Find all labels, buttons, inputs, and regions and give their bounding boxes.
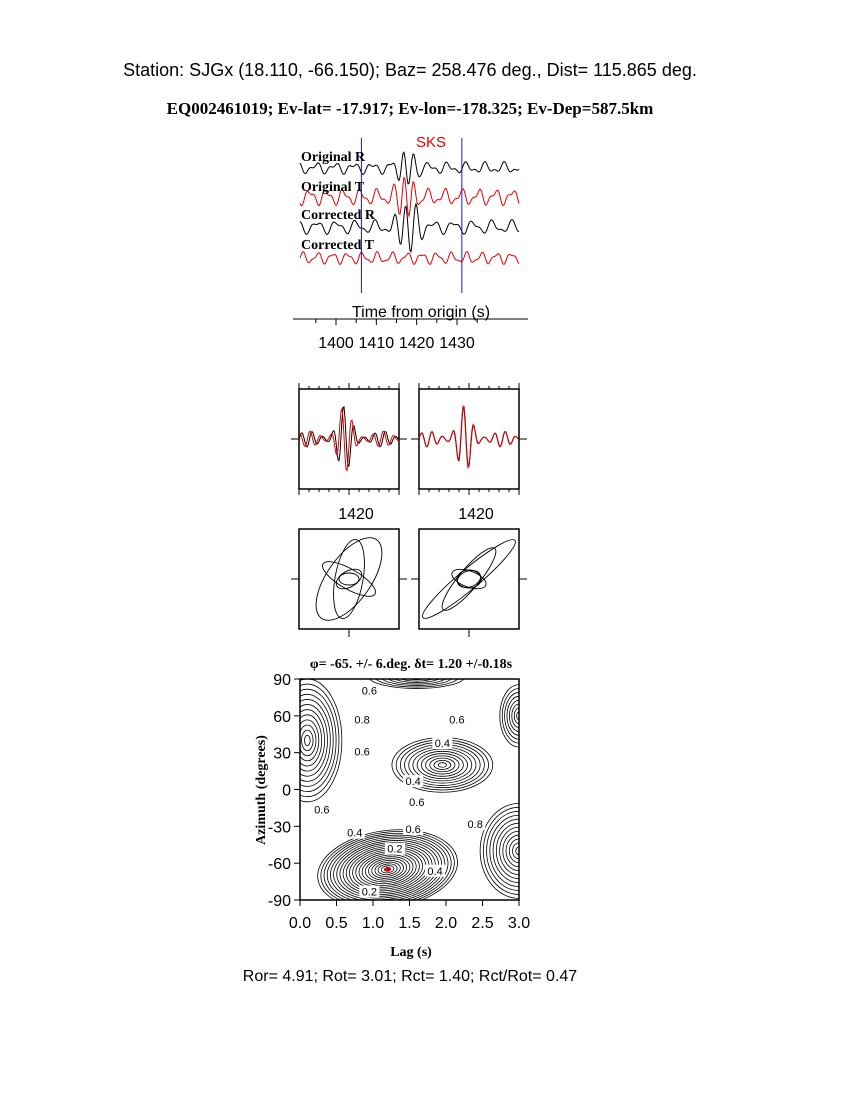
contour-label: 0.6 [314,804,330,817]
particle-motion-loop [436,542,503,616]
particle-motion-loop [417,533,522,625]
azimuth-axis-ticks [268,672,300,910]
particle-motion-loop [333,565,365,593]
contour-label: 0.6 [409,797,425,810]
contour-left-family [302,730,314,750]
contour-left-family [284,699,330,781]
contour-label: 0.8 [354,714,370,727]
lag-axis-label: Lag (s) [390,945,432,960]
time-tick-label: 1410 [358,335,395,352]
contour-label: 0.6 [449,714,465,727]
trace-label-corrected-r: Corrected R [301,208,375,223]
waveform-red [299,409,399,470]
contour-left-family [276,684,339,797]
contour-upper-family [434,760,451,769]
lag-tick-label: 1.0 [361,915,385,932]
waveform-black [299,407,399,466]
contour-left-family [304,735,310,745]
contour-upper-family [417,751,467,778]
waveform-red [419,407,519,468]
particle-box-after [419,529,519,629]
event-info: EQ002461019; Ev-lat= -17.917; Ev-lon=-178.325; Ev-Dep=587.5km [166,99,654,118]
waveform-comparison-panel [291,383,527,523]
contour-label: 0.4 [347,827,363,840]
particle-motion-panel [291,527,527,637]
result-title: φ= -65. +/- 6.deg. δt= 1.20 +/-0.18s [309,657,513,672]
contour-label: 0.2 [387,843,403,856]
best-fit-marker [385,867,390,872]
lag-tick-label: 2.5 [471,915,494,932]
waveform-traces-after [411,383,527,495]
azimuth-tick-label: 0 [282,782,291,800]
contour-label: 0.4 [427,865,443,878]
particle-motion-loop [449,565,488,592]
contour-label: 0.4 [405,776,421,789]
contour-label: 0.4 [434,738,450,751]
particle-motion-loop [455,567,483,590]
azimuth-tick-label: 30 [273,745,291,763]
contour-upper-family [438,763,446,768]
phase-label: SKS [415,134,447,151]
trace-label-original-r: Original R [301,150,366,165]
contour-labels [312,684,485,898]
contour-label: 0.6 [361,685,377,698]
trace-corrected-t [300,252,519,265]
contour-top-family [411,675,423,678]
azimuth-tick-label: 60 [273,708,291,726]
particle-motion-loop [318,555,380,602]
particle-motion-loop [328,537,369,621]
waveform-tick-label-before: 1420 [338,506,374,523]
contour-label: 0.6 [354,746,370,759]
lag-tick-label: 3.0 [507,915,531,932]
ratio-summary: Ror= 4.91; Rot= 3.01; Rct= 1.40; Rct/Rot= 0.47 [242,968,578,985]
azimuth-tick-label: 90 [273,672,291,689]
particle-motion-loop [339,573,359,585]
seismogram-traces-panel [293,134,528,352]
particle-motion-after [411,533,527,637]
lag-tick-label: 1.5 [398,915,421,932]
lag-axis-ticks [289,900,530,932]
station-info: Station: SJGx (18.110, -66.150); Baz= 258.476 deg., Dist= 115.865 deg. [123,60,697,80]
contour-label: 0.8 [467,819,483,832]
contour-left-family [290,710,325,771]
contour-lines [273,665,558,918]
particle-box-before [299,529,399,629]
lag-tick-label: 2.0 [434,915,458,932]
lag-tick-label: 0.0 [288,915,312,932]
time-axis-label: Time from origin (s) [351,304,491,321]
azimuth-tick-label: -60 [267,856,291,874]
contour-left-family [293,715,322,766]
time-tick-label: 1420 [398,335,435,352]
time-tick-label: 1430 [439,335,475,352]
lag-tick-label: 0.5 [325,915,348,932]
waveform-traces-before [291,383,407,495]
contour-label: 0.2 [361,886,377,899]
particle-motion-loop [457,570,481,588]
contour-upper-family [421,754,463,777]
trace-label-corrected-t: Corrected T [301,238,374,253]
particle-motion-before [291,527,407,637]
azimuth-tick-label: -90 [267,893,291,910]
waveform-tick-label-after: 1420 [458,506,494,523]
grid-search-panel [254,657,558,960]
contour-label: 0.6 [405,824,421,837]
contour-upper-family [426,756,460,774]
time-tick-label: 1400 [318,335,354,352]
contour-left-family [296,720,319,761]
azimuth-tick-label: -30 [267,819,291,837]
trace-label-original-t: Original T [301,180,365,195]
azimuth-axis-label: Azimuth (degrees) [254,735,269,845]
time-axis-ticks [316,319,477,352]
